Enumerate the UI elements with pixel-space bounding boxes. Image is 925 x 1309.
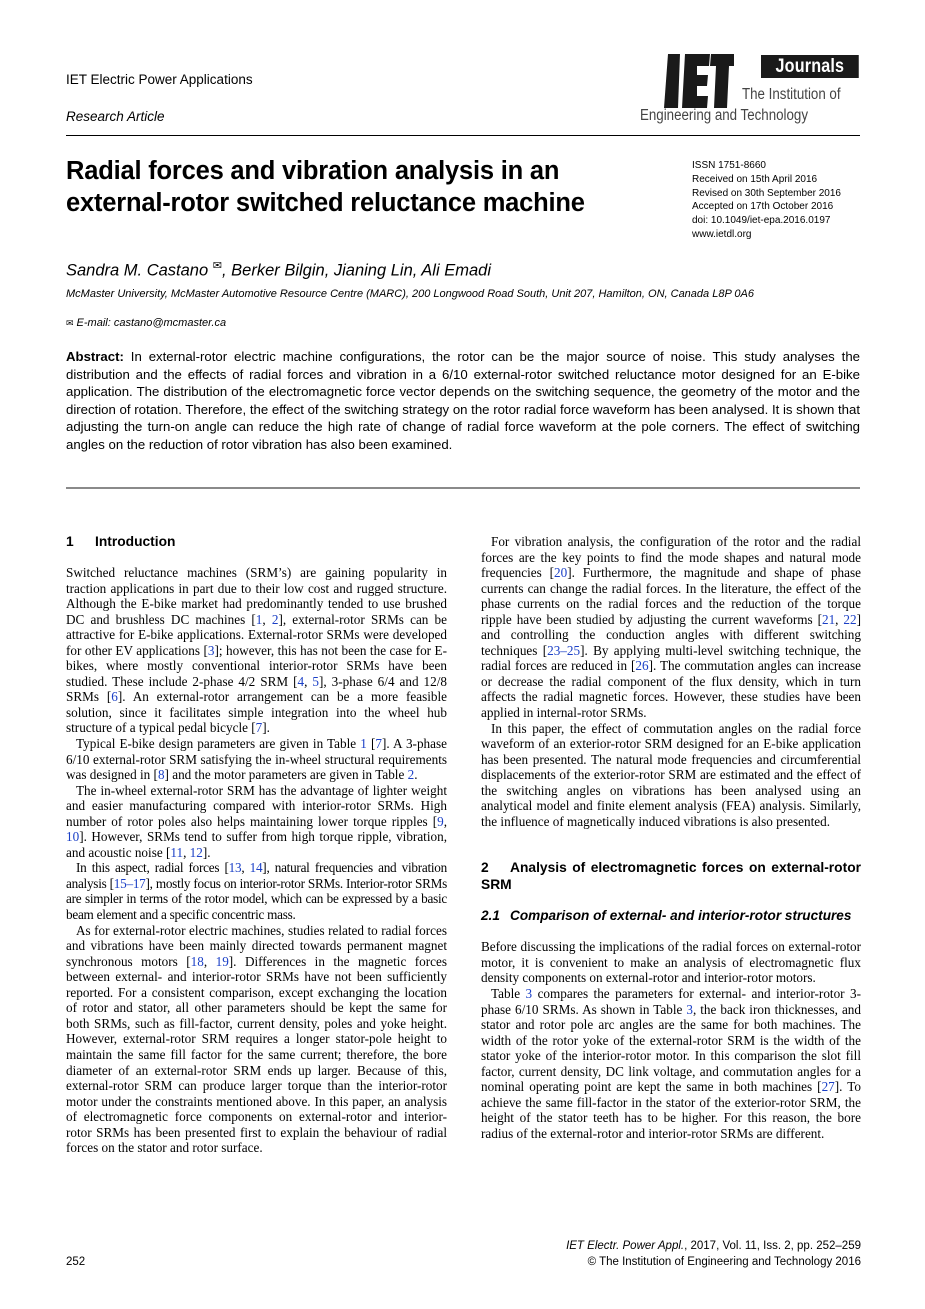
paragraph-text: ]. An external-rotor arrangement can be a more feasible solution, since it facilitates simple integration into the wheel hub structure of a typical pedal bicycle [ — [66, 689, 448, 736]
paragraph-text: ]. The commutation angles can increase or decrease the radial component of the flux density, which in turn affects the radial magnetic forces. However, these studies have been applied in internal-rotor SRMs. — [481, 658, 861, 721]
paragraph — [66, 565, 447, 736]
paper-title: Radial forces and vibration analysis in an external-rotor switched reluctance machine — [66, 157, 585, 217]
paragraph-text: In this paper, the effect of commutation angles on the radial force waveform of an exterior-rotor SRM designed for an E-bike application has been presented. The natural mode frequencies and circumferential displacements of the exterior-rotor SRM are estimated and the effect of the switching angles on vibrations has been analysed using an analytical model and finite element analysis (FEA) analysis. Similarly, the influence of magnetically induced vibrations is also presented. — [481, 720, 861, 829]
reference-link[interactable]: 2 — [271, 611, 279, 627]
section-heading-introduction — [66, 533, 447, 550]
reference-link[interactable]: 3 — [686, 1001, 693, 1017]
website-link[interactable]: www.ietdl.org — [692, 228, 752, 240]
paragraph-text: The in-wheel external-rotor SRM has the advantage of lighter weight and easier manufacturing compared with interior-rotor SRMs. High number of rotor poles also helps maintaining lower torque ripples [ — [66, 782, 447, 829]
doi[interactable]: doi: 10.1049/iet-epa.2016.0197 — [692, 215, 831, 227]
reference-link[interactable]: 21 — [821, 611, 836, 627]
header-divider — [66, 135, 860, 136]
paragraph — [481, 986, 861, 1141]
section-title: Analysis of electromagnetic forces on external-rotor SRM — [481, 860, 861, 893]
paragraph-text: , the back iron thicknesses, and stator and rotor pole arc angles are the same for both machines. The width of the rotor yoke of the external-rotor SRM is the width of the stator yoke of the interior-rotor motor. In this comparison the slot fill factor, current density, DC link voltage, and commutation angles for a nominal operating point are kept the same in both machines [ — [481, 1001, 861, 1095]
paragraph-text: ]; however, this has not been the case for E-bikes, where mostly conventional interior-rotor SRMs have been studied. These include 2-phase 4/2 SRM [ — [66, 642, 448, 689]
author-list — [66, 259, 491, 281]
paragraph-text: Before discussing the implications of the radial forces on external-rotor motor, it is convenient to make an analysis of electromagnetic flux density components on external-rotor and interior-rotor motors. — [481, 939, 861, 986]
paragraph-text: , — [183, 844, 190, 860]
reference-link[interactable]: 26 — [635, 658, 649, 674]
revised-date: Revised on 30th September 2016 — [692, 187, 841, 199]
page-number: 252 — [66, 1256, 86, 1268]
reference-link[interactable]: 23–25 — [547, 642, 581, 658]
email-text[interactable]: E-mail: castano@mcmaster.ca — [76, 317, 227, 329]
issn: ISSN 1751-8660 — [692, 160, 766, 171]
section-number: 2 — [481, 860, 489, 876]
reference-link[interactable]: 7 — [375, 736, 382, 752]
paragraph-text: ]. Furthermore, the magnitude and shape of phase currents can change the radial forces. In the literature, the effect of the phase currents on the radial forces and the reduction of the torque ripple have been studied by adjusting the current waveforms [ — [481, 565, 861, 627]
reference-link[interactable]: 22 — [843, 611, 857, 627]
reference-link[interactable]: 3 — [525, 986, 533, 1002]
reference-link[interactable]: 5 — [312, 673, 319, 689]
paragraph — [66, 783, 447, 861]
citation-details: , 2017, Vol. 11, Iss. 2, pp. 252–259 — [684, 1240, 861, 1252]
reference-link[interactable]: 27 — [821, 1079, 835, 1095]
paragraph-text: ]. However, SRMs tend to suffer from high torque ripple, vibration, and acoustic noise [ — [66, 829, 447, 860]
footer-copyright: © The Institution of Engineering and Technology 2016 — [587, 1256, 861, 1268]
right-column — [481, 534, 861, 1142]
paragraph — [481, 534, 861, 721]
envelope-icon: ✉ — [66, 318, 74, 328]
paragraph-text: Switched reluctance machines (SRM’s) are gaining popularity in traction applications in part due to their low cost and rugged structure. Although the E-bike market had predominantly tended to use brushed DC and brushless DC machines [ — [66, 565, 447, 627]
paragraph-text: ], mostly focus on interior-rotor SRMs. Interior-rotor SRMs are simpler in terms of the rotor model, which can be expressed by a basic beam element and a specific concentric mass. — [66, 875, 447, 923]
paragraph-text: , — [241, 860, 250, 876]
paragraph-text: ], natural frequencies and vibration analysis [ — [66, 860, 447, 891]
paragraph-text: , — [835, 611, 844, 627]
paragraph-text: ], 3-phase 6/4 and 12/8 SRMs [ — [66, 673, 447, 705]
article-type: Research Article — [66, 109, 165, 124]
paragraph-text: ]. — [202, 844, 211, 860]
paragraph-text: ]. To achieve the same fill-factor in the stator of the exterior-rotor SRM, the height of the stator teeth has to be higher. For this reason, the bore radius of the external-rotor and interior-rotor SRMs are different. — [481, 1079, 861, 1141]
journal-name: IET Electric Power Applications — [66, 72, 253, 87]
subsection-title: Comparison of external- and interior-rotor structures — [510, 908, 852, 924]
paragraph-text: , — [262, 611, 272, 627]
reference-link[interactable]: 6 — [111, 689, 118, 705]
reference-link[interactable]: 10 — [66, 829, 80, 845]
reference-link[interactable]: 7 — [255, 720, 263, 736]
reference-link[interactable]: 15–17 — [113, 875, 146, 891]
paragraph-text: ]. Differences in the magnetic forces between external- and interior-rotor SRMs have not been sufficiently reported. For a consistent comparison, except exchanging the location of rotor and stator, all other parameters should be kept the same for both SRMs, such as fill-factor, current density, poles and yoke height. However, external-rotor SRM requires a longer stator-pole height to maintain the same fill factor for the same current; therefore, the bore diameter of an external-rotor SRM ends up larger. Because of this, external-rotor SRM can produce larger torque than the interior-rotor motor under the constraints mentioned above. In this paper, an analysis of electromagnetic force components on external-rotor and interior-rotor SRMs has been presented first to explain the behaviour of radial forces on the stator and rotor surface. — [66, 953, 447, 1156]
iet-logo — [640, 52, 864, 130]
paragraph-text: , — [304, 673, 313, 689]
paragraph-text: [ — [366, 736, 376, 752]
reference-link[interactable]: 2 — [407, 767, 415, 783]
paragraph — [66, 860, 447, 922]
reference-link[interactable]: 19 — [215, 953, 229, 969]
abstract-text: In external-rotor electric machine configurations, the rotor can be the major source of noise. This study analyses the distribution and the effects of radial forces and vibration in a 6/10 external-rotor switched reluctance motor designed for an E-bike application. The distribution of the electromagnetic force vector depends on the switching sequence, the geometry of the motor and the direction of rotation. Therefore, the effect of the switching strategy on the rotor radial force waveform has been analysed. It is shown that adjusting the turn-on angle can reduce the high rate of change of radial force waveform at the pole corners. The effect of switching angles on the reduction of rotor vibration has also been examined. — [66, 349, 860, 452]
reference-link[interactable]: 20 — [554, 565, 568, 581]
paragraph-text: , — [203, 953, 216, 969]
corresponding-email[interactable] — [66, 317, 226, 329]
received-date: Received on 15th April 2016 — [692, 173, 818, 185]
left-column — [66, 533, 447, 1156]
paragraph-text: Typical E-bike design parameters are given in Table — [76, 736, 361, 752]
reference-link[interactable]: 12 — [189, 844, 203, 860]
reference-link[interactable]: 3 — [207, 642, 215, 658]
corresponding-author: Sandra M. Castano — [66, 261, 209, 280]
paragraph-text: ]. A 3-phase 6/10 external-rotor SRM satisfying the in-wheel structural requirements was designed in [ — [66, 736, 447, 783]
paragraph-text: ], external-rotor SRMs can be attractive for E-bike applications. External-rotor SRMs were developed for other EV applications [ — [66, 611, 448, 658]
paragraph-text: compares the parameters for external- and interior-rotor 3-phase 6/10 SRMs. As shown in Table — [481, 986, 861, 1017]
paragraph-text: In this aspect, radial forces [ — [76, 860, 229, 876]
paragraph-text: ] and the motor parameters are given in Table — [164, 767, 408, 783]
paragraph-text: As for external-rotor electric machines, studies related to radial forces and vibrations have been mainly directed towards permanent magnet synchronous motors [ — [66, 922, 447, 969]
paragraph-text: , — [443, 813, 447, 829]
abstract-divider — [66, 487, 860, 489]
logo-journals-label: Journals — [761, 55, 859, 78]
affiliation: McMaster University, McMaster Automotive Resource Centre (MARC), 200 Longwood Road South, Unit 207, Hamilton, ON, Canada L8P 0A6 — [66, 288, 754, 300]
article-metadata — [692, 159, 841, 242]
paragraph — [66, 923, 447, 1156]
paragraph-text: ]. — [262, 720, 270, 736]
reference-link[interactable]: 18 — [190, 953, 204, 969]
paragraph — [66, 736, 447, 783]
footer-citation — [566, 1240, 861, 1252]
abstract — [66, 348, 860, 453]
section-number: 1 — [66, 534, 74, 549]
paragraph — [481, 721, 861, 830]
section-title: Introduction — [95, 534, 176, 549]
reference-link[interactable]: 9 — [437, 813, 444, 829]
logo-institution-line1: The Institution of — [742, 86, 841, 103]
reference-link[interactable]: 1 — [255, 611, 263, 627]
subsection-heading-comparison — [481, 907, 861, 924]
paragraph — [481, 939, 861, 986]
reference-link[interactable]: 8 — [157, 767, 165, 783]
iet-logo-mark — [664, 54, 734, 108]
reference-link[interactable]: 14 — [249, 860, 263, 876]
reference-link[interactable]: 1 — [360, 736, 367, 752]
logo-institution-line2: Engineering and Technology — [640, 107, 808, 124]
other-authors: , Berker Bilgin, Jianing Lin, Ali Emadi — [221, 261, 491, 280]
paragraph-text: . — [414, 767, 418, 783]
reference-link[interactable]: 4 — [297, 673, 305, 689]
reference-link[interactable]: 13 — [228, 860, 242, 876]
envelope-icon[interactable]: ✉ — [212, 260, 222, 272]
paragraph-text: ] and controlling the conduction angles with different switching techniques [ — [481, 611, 861, 658]
paragraph-text: For vibration analysis, the configuration of the rotor and the radial forces are the key points to find the mode shapes and natural mode frequencies [ — [481, 534, 861, 581]
accepted-date: Accepted on 17th October 2016 — [692, 201, 834, 213]
section-heading-analysis — [481, 859, 861, 893]
reference-link[interactable]: 11 — [170, 844, 184, 860]
paragraph-text: Table — [491, 986, 526, 1002]
citation-journal: IET Electr. Power Appl. — [566, 1240, 685, 1252]
subsection-number: 2.1 — [481, 908, 500, 924]
paragraph-text: ]. By applying multi-level switching technique, the radial forces are reduced in [ — [481, 642, 861, 674]
abstract-label: Abstract: — [66, 349, 124, 364]
